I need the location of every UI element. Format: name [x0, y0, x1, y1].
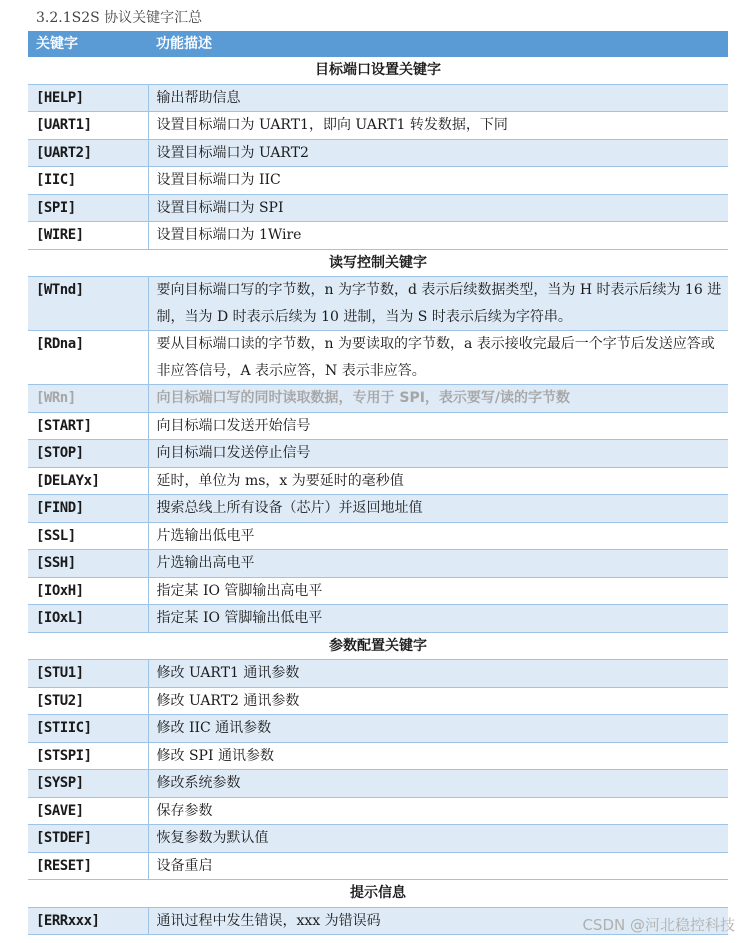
section-heading: 3.2.1S2S 协议关键字汇总 — [36, 10, 203, 26]
keyword-cell: [UART2] — [28, 139, 148, 167]
description-cell: 修改系统参数 — [148, 770, 728, 798]
column-header-desc: 功能描述 — [148, 31, 728, 57]
keyword-cell: [STSPI] — [28, 742, 148, 770]
keyword-cell: [DELAYx] — [28, 467, 148, 495]
table-row — [28, 605, 728, 633]
watermark: CSDN @河北稳控科技 — [582, 916, 735, 934]
table-row — [28, 412, 728, 440]
section-title: 读写控制关键字 — [28, 249, 728, 277]
table-row — [28, 112, 728, 140]
table-row — [28, 550, 728, 578]
description-cell: 延时，单位为 ms，x 为要延时的毫秒值 — [148, 467, 728, 495]
description-cell: 指定某 IO 管脚输出高电平 — [148, 577, 728, 605]
keyword-cell: [SAVE] — [28, 797, 148, 825]
table-row — [28, 825, 728, 853]
description-cell: 要从目标端口读的字节数，n 为要读取的字节数，a 表示接收完最后一个字节后发送应答或非应答信号，A 表示应答，N 表示非应答。 — [148, 331, 728, 385]
table-row — [28, 277, 728, 331]
keyword-cell: [HELP] — [28, 84, 148, 112]
description-cell: 恢复参数为默认值 — [148, 825, 728, 853]
table-row — [28, 577, 728, 605]
keyword-cell: [SSH] — [28, 550, 148, 578]
description-cell: 向目标端口写的同时读取数据，专用于 SPI，表示要写/读的字节数 — [148, 385, 728, 413]
section-title: 目标端口设置关键字 — [28, 57, 728, 84]
keyword-cell: [WIRE] — [28, 222, 148, 250]
keyword-cell: [UART1] — [28, 112, 148, 140]
description-cell: 输出帮助信息 — [148, 84, 728, 112]
section-title: 提示信息 — [28, 880, 728, 908]
description-cell: 向目标端口发送开始信号 — [148, 412, 728, 440]
keyword-cell: [SYSP] — [28, 770, 148, 798]
section-title: 参数配置关键字 — [28, 632, 728, 660]
table-row — [28, 385, 728, 413]
description-cell: 指定某 IO 管脚输出低电平 — [148, 605, 728, 633]
keyword-cell: [SSL] — [28, 522, 148, 550]
table-row — [28, 852, 728, 880]
description-cell: 设置目标端口为 1Wire — [148, 222, 728, 250]
table-row — [28, 522, 728, 550]
table-row — [28, 84, 728, 112]
table-row — [28, 770, 728, 798]
table-row — [28, 495, 728, 523]
description-cell: 通讯过程中发生错误，xxx 为错误码 — [148, 907, 728, 935]
description-cell: 设置目标端口为 UART2 — [148, 139, 728, 167]
table-row — [28, 222, 728, 250]
section-row — [28, 57, 728, 84]
section-row — [28, 880, 728, 908]
description-cell: 修改 UART2 通讯参数 — [148, 687, 728, 715]
table-row — [28, 331, 728, 385]
description-cell: 保存参数 — [148, 797, 728, 825]
description-cell: 要向目标端口写的字节数，n 为字节数，d 表示后续数据类型，当为 H 时表示后续为 16 进制，当为 D 时表示后续为 10 进制，当为 S 时表示后续为字符串。 — [148, 277, 728, 331]
description-cell: 片选输出低电平 — [148, 522, 728, 550]
keyword-cell: [WTnd] — [28, 277, 148, 331]
keyword-cell: [RESET] — [28, 852, 148, 880]
table-header-row — [28, 31, 728, 57]
description-cell: 修改 IIC 通讯参数 — [148, 715, 728, 743]
table-row — [28, 167, 728, 195]
description-cell: 修改 SPI 通讯参数 — [148, 742, 728, 770]
keyword-cell: [RDna] — [28, 331, 148, 385]
section-row — [28, 249, 728, 277]
keyword-cell: [STOP] — [28, 440, 148, 468]
column-header-key: 关键字 — [28, 31, 148, 57]
keyword-cell: [IIC] — [28, 167, 148, 195]
description-cell: 修改 UART1 通讯参数 — [148, 660, 728, 688]
description-cell: 设置目标端口为 SPI — [148, 194, 728, 222]
keyword-cell: [START] — [28, 412, 148, 440]
table-row — [28, 742, 728, 770]
section-row — [28, 632, 728, 660]
keyword-cell: [STIIC] — [28, 715, 148, 743]
keyword-cell: [SPI] — [28, 194, 148, 222]
table-row — [28, 194, 728, 222]
description-cell: 设置目标端口为 UART1，即向 UART1 转发数据，下同 — [148, 112, 728, 140]
keyword-table — [28, 31, 728, 935]
keyword-cell: [WRn] — [28, 385, 148, 413]
table-row — [28, 467, 728, 495]
description-cell: 设备重启 — [148, 852, 728, 880]
table-row — [28, 797, 728, 825]
table-row — [28, 715, 728, 743]
keyword-cell: [FIND] — [28, 495, 148, 523]
keyword-cell: [IOxL] — [28, 605, 148, 633]
table-row — [28, 660, 728, 688]
keyword-cell: [STU1] — [28, 660, 148, 688]
description-cell: 搜索总线上所有设备（芯片）并返回地址值 — [148, 495, 728, 523]
keyword-cell: [STU2] — [28, 687, 148, 715]
description-cell: 设置目标端口为 IIC — [148, 167, 728, 195]
description-cell: 向目标端口发送停止信号 — [148, 440, 728, 468]
keyword-cell: [ERRxxx] — [28, 907, 148, 935]
keyword-cell: [STDEF] — [28, 825, 148, 853]
description-cell: 片选输出高电平 — [148, 550, 728, 578]
table-row — [28, 687, 728, 715]
keyword-cell: [IOxH] — [28, 577, 148, 605]
table-row — [28, 440, 728, 468]
table-row — [28, 139, 728, 167]
